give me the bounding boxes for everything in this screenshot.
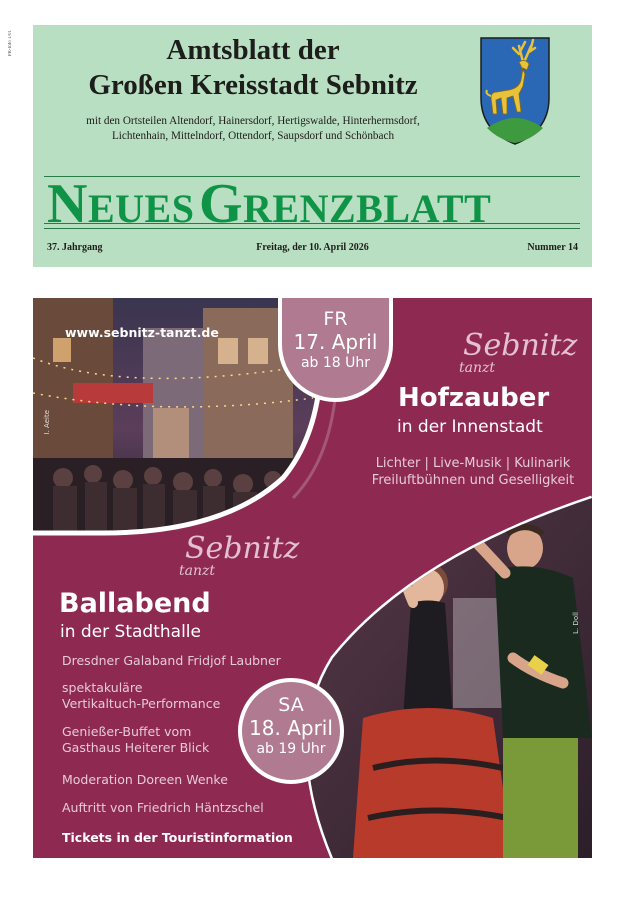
event2-program-item: Auftritt von Friedrich Häntzschel: [62, 800, 264, 815]
masthead-subtitle-line2: Lichtenhain, Mittelndorf, Ottendorf, Saupsdorf und Schönbach: [111, 130, 395, 142]
masthead: [33, 25, 592, 267]
event2-program-item: Genießer-Buffet vom: [62, 724, 192, 739]
photo-credit-bottom: L. Doll: [572, 612, 580, 634]
event-advertisement: [33, 298, 592, 858]
issue-volume: 37. Jahrgang: [47, 242, 103, 253]
event2-subtitle: in der Stadthalle: [60, 622, 201, 642]
brand-rule-bottom: [44, 223, 580, 224]
masthead-title-line1: Amtsblatt der: [166, 34, 340, 66]
event1-time: ab 18 Uhr: [300, 355, 371, 371]
event1-subtitle: in der Innenstadt: [397, 417, 543, 437]
event-website: www.sebnitz-tanzt.de: [65, 325, 219, 340]
issue-date: Freitag, der 10. April 2026: [256, 242, 369, 253]
event2-program-item: Vertikaltuch-Performance: [62, 696, 221, 711]
event2-program-item: Gasthaus Heiterer Blick: [62, 740, 210, 755]
event2-date-badge: [238, 678, 344, 784]
tickets-info: Tickets in der Touristinformation: [62, 830, 293, 845]
masthead-title-line2: Großen Kreisstadt Sebnitz: [88, 69, 418, 101]
event2-day: SA: [278, 694, 304, 716]
masthead-subtitle-line1: mit den Ortsteilen Altendorf, Hainersdorf, Hertigswalde, Hinterhermsdorf,: [86, 115, 420, 127]
issue-number: Nummer 14: [527, 242, 578, 253]
event1-date: 17. April: [293, 330, 378, 354]
event2-date: 18. April: [249, 716, 333, 740]
event1-title: Hofzauber: [398, 383, 550, 413]
event2-time: ab 19 Uhr: [256, 741, 326, 757]
side-note: PR-Info 1/01: [8, 30, 13, 57]
event2-program-item: spektakuläre: [62, 680, 143, 695]
event1-details-line1: Lichter | Live-Musik | Kulinarik: [375, 456, 571, 471]
event2-title: Ballabend: [59, 588, 211, 619]
event2-logo-script: Sebnitz tanzt: [179, 531, 300, 579]
coat-of-arms-stag-icon: [479, 36, 551, 146]
brand-rule-bottom-thin: [44, 228, 580, 229]
event1-day: FR: [323, 308, 348, 330]
event2-program-item: Moderation Doreen Wenke: [62, 772, 228, 787]
photo-credit-top: I. Aeite: [43, 410, 51, 435]
event1-logo-script: Sebnitz tanzt: [459, 328, 578, 376]
event2-program-item: Dresdner Galaband Fridjof Laubner: [62, 653, 281, 668]
event1-details-line2: Freiluftbühnen und Geselligkeit: [371, 473, 575, 488]
brand-title: NEUES GRENZBLATT: [47, 173, 492, 235]
